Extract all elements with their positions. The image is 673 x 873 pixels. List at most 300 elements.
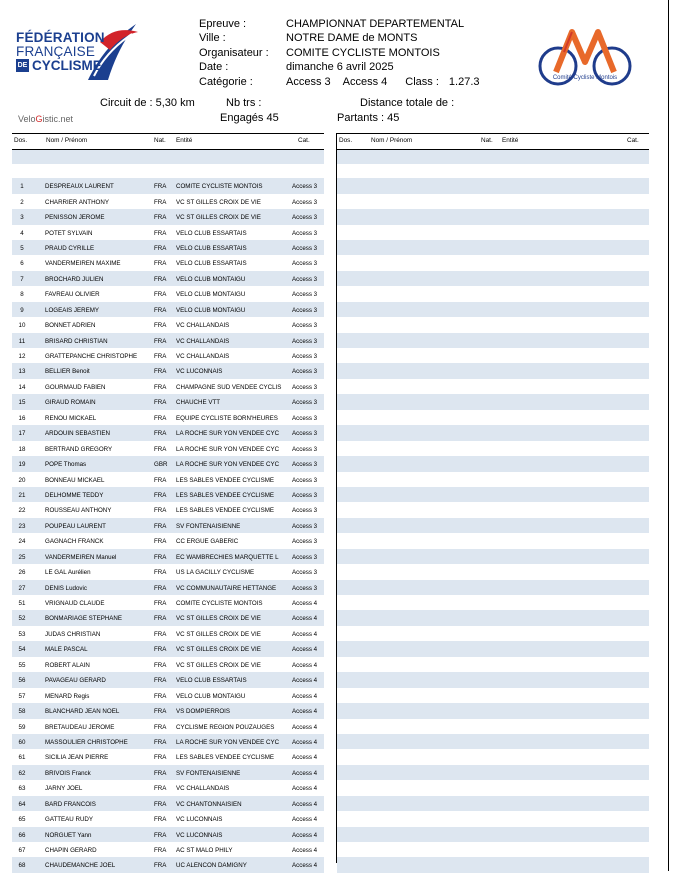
table-row xyxy=(12,518,324,533)
rider-name: DENIS Ludovic xyxy=(45,584,87,592)
rider-category: Access 3 xyxy=(292,322,318,330)
rider-nationality: GBR xyxy=(154,461,168,469)
rider-name: GRATTEPANCHE CHRISTOPHE xyxy=(45,353,138,360)
rider-team: VELO CLUB MONTAIGU xyxy=(176,291,246,299)
rider-nationality: FRA xyxy=(154,183,167,191)
rider-team: COMITE CYCLISTE MONTOIS xyxy=(176,183,263,191)
rider-category: Access 4 xyxy=(292,630,318,638)
rider-name: ROBERT ALAIN xyxy=(45,661,90,669)
rider-nationality: FRA xyxy=(154,600,167,607)
table-row xyxy=(12,255,324,270)
rider-name: BLANCHARD JEAN NOEL xyxy=(45,708,120,716)
rider-number: 14 xyxy=(18,383,26,391)
rider-team: VELO CLUB ESSARTAIS xyxy=(176,677,247,685)
empty-row xyxy=(337,209,649,224)
rider-number: 4 xyxy=(20,229,24,237)
class-label: Class : xyxy=(405,75,439,88)
rider-team: VELO CLUB ESSARTAIS xyxy=(176,229,247,237)
table-row xyxy=(12,626,324,641)
ffc-logo-line1: FÉDÉRATION xyxy=(16,30,105,45)
registered-count: Engagés 45 xyxy=(220,112,279,124)
rider-team: VC ST GILLES CROIX DE VIE xyxy=(176,630,261,638)
table-row xyxy=(12,734,324,749)
rider-name: VANDERMEIREN MAXIME xyxy=(45,260,121,268)
rider-team: VELO CLUB ESSARTAIS xyxy=(176,244,247,252)
rider-team: SV FONTENAISIENNE xyxy=(176,522,241,530)
rider-category: Access 4 xyxy=(292,661,318,669)
rider-team: CHAUCHE VTT xyxy=(176,399,221,407)
empty-row xyxy=(337,410,649,425)
table-row xyxy=(12,780,324,795)
col-entity: Entité xyxy=(176,137,193,144)
ccm-logo-icon xyxy=(534,22,636,88)
rider-category: Access 3 xyxy=(292,553,318,561)
rider-category: Access 4 xyxy=(292,708,318,716)
rider-number: 51 xyxy=(18,600,26,607)
rider-team: CYCLISME REGION POUZAUGES xyxy=(176,723,275,731)
rider-team: VC CHALLANDAIS xyxy=(176,337,230,345)
rider-number: 8 xyxy=(20,291,24,299)
rider-category: Access 3 xyxy=(292,491,318,499)
rider-category: Access 3 xyxy=(292,569,318,577)
rider-name: SICILIA JEAN PIERRE xyxy=(45,754,109,762)
rider-name: BERTRAND GREGORY xyxy=(45,445,113,453)
rider-category: Access 4 xyxy=(292,785,318,793)
table-row xyxy=(12,811,324,826)
rider-category: Access 4 xyxy=(292,769,318,777)
rider-nationality: FRA xyxy=(154,522,167,530)
rider-number: 19 xyxy=(18,461,26,469)
rider-name: BELLIER Benoit xyxy=(45,368,90,376)
rider-nationality: FRA xyxy=(154,198,167,206)
rider-category: Access 4 xyxy=(292,847,318,854)
circuit-length: Circuit de : 5,30 km xyxy=(100,97,195,109)
rider-team: EQUIPE CYCLISTE BORN'HEURES xyxy=(176,414,278,422)
rider-name: BRISARD CHRISTIAN xyxy=(45,337,108,345)
rider-number: 3 xyxy=(20,214,24,222)
rider-team: VELO CLUB MONTAIGU xyxy=(176,306,246,314)
rider-team: AC ST MALO PHILY xyxy=(176,847,233,854)
rider-category: Access 3 xyxy=(292,353,318,360)
ccm-logo-text: Comité Cycliste Montois xyxy=(552,75,618,81)
rider-nationality: FRA xyxy=(154,800,167,808)
table-row xyxy=(12,333,324,348)
rider-number: 6 xyxy=(20,260,24,268)
ccm-logo xyxy=(534,22,636,88)
table-row xyxy=(12,749,324,764)
rider-team: UC ALENCON DAMIGNY xyxy=(176,862,247,870)
rider-name: CHAPIN GERARD xyxy=(45,847,97,854)
empty-row xyxy=(337,827,649,842)
rider-team: CHAMPAGNE SUD VENDEE CYCLIS xyxy=(176,383,282,391)
table-row xyxy=(12,379,324,394)
rider-nationality: FRA xyxy=(154,306,167,314)
table-row xyxy=(12,533,324,548)
rider-number: 61 xyxy=(18,754,26,762)
table-row xyxy=(12,225,324,240)
empty-row xyxy=(337,549,649,564)
rider-number: 54 xyxy=(18,646,26,654)
rider-team: VC CHALLANDAIS xyxy=(176,322,230,330)
rider-category: Access 3 xyxy=(292,337,318,345)
table-row xyxy=(12,595,324,610)
rider-nationality: FRA xyxy=(154,491,167,499)
label-organisateur: Organisateur : xyxy=(199,46,269,59)
rider-number: 1 xyxy=(20,183,24,191)
table-row xyxy=(12,209,324,224)
rider-nationality: FRA xyxy=(154,476,167,484)
empty-row xyxy=(337,502,649,517)
rider-nationality: FRA xyxy=(154,538,167,546)
rider-nationality: FRA xyxy=(154,723,167,731)
empty-row xyxy=(337,255,649,270)
event-city: NOTRE DAME de MONTS xyxy=(286,32,418,45)
empty-row xyxy=(337,178,649,193)
rider-nationality: FRA xyxy=(154,214,167,222)
rider-name: BRIVOIS Franck xyxy=(45,769,91,777)
empty-row xyxy=(337,564,649,579)
rider-number: 7 xyxy=(20,275,24,283)
rider-number: 2 xyxy=(20,198,24,206)
empty-row xyxy=(337,672,649,687)
rider-category: Access 4 xyxy=(292,646,318,654)
rider-number: 26 xyxy=(18,569,26,577)
rider-nationality: FRA xyxy=(154,353,167,360)
rider-nationality: FRA xyxy=(154,291,167,299)
rider-team: LES SABLES VENDEE CYCLISME xyxy=(176,491,275,499)
table-row xyxy=(12,425,324,440)
empty-row xyxy=(337,348,649,363)
rider-nationality: FRA xyxy=(154,862,167,870)
rider-number: 25 xyxy=(18,553,26,561)
empty-row xyxy=(337,842,649,857)
class-value: 1.27.3 xyxy=(448,75,480,88)
rider-team: LA ROCHE SUR YON VENDEE CYC xyxy=(176,445,280,453)
table-row xyxy=(12,487,324,502)
rider-name: MALE PASCAL xyxy=(45,646,88,654)
rider-team: VC ST GILLES CROIX DE VIE xyxy=(176,198,261,206)
rider-team: VC ST GILLES CROIX DE VIE xyxy=(176,646,261,654)
rider-number: 66 xyxy=(18,831,26,839)
rider-category: Access 3 xyxy=(292,306,318,314)
rider-team: VC COMMUNAUTAIRE HETTANGE xyxy=(176,584,277,592)
rider-nationality: FRA xyxy=(154,507,167,515)
event-name: CHAMPIONNAT DEPARTEMENTAL xyxy=(286,18,465,30)
col-nat: Nat. xyxy=(154,137,166,144)
rider-name: LE GAL Aurélien xyxy=(45,569,91,577)
rider-category: Access 4 xyxy=(292,754,318,762)
rider-category: Access 3 xyxy=(292,476,318,484)
event-date: dimanche 6 avril 2025 xyxy=(286,61,394,74)
table-row xyxy=(12,472,324,487)
rider-team: LA ROCHE SUR YON VENDEE CYC xyxy=(176,430,280,438)
rider-number: 17 xyxy=(18,430,26,438)
rows-right xyxy=(337,178,649,873)
rider-team: LA ROCHE SUR YON VENDEE CYC xyxy=(176,738,280,746)
table-header-right xyxy=(337,133,649,150)
rider-category: Access 4 xyxy=(292,831,318,839)
starters-count: Partants : 45 xyxy=(337,112,400,124)
rider-nationality: FRA xyxy=(154,244,167,252)
rider-nationality: FRA xyxy=(154,831,167,839)
rider-nationality: FRA xyxy=(154,754,167,762)
empty-row xyxy=(337,302,649,317)
rider-nationality: FRA xyxy=(154,785,167,793)
table-row xyxy=(12,580,324,595)
rider-name: POTET SYLVAIN xyxy=(45,229,93,237)
empty-row xyxy=(337,688,649,703)
empty-row xyxy=(337,518,649,533)
empty-row xyxy=(337,796,649,811)
rider-name: BONNET ADRIEN xyxy=(45,322,96,330)
rider-team: VC CHANTONNAISIEN xyxy=(176,800,242,808)
rider-name: VANDERMEIREN Manuel xyxy=(45,553,117,561)
table-row xyxy=(12,610,324,625)
empty-row xyxy=(337,472,649,487)
rider-number: 18 xyxy=(18,445,26,453)
rider-number: 22 xyxy=(18,507,26,515)
rider-nationality: FRA xyxy=(154,630,167,638)
label-categorie: Catégorie : xyxy=(199,75,253,88)
empty-row xyxy=(337,780,649,795)
col-cat: Cat. xyxy=(298,137,310,144)
rider-category: Access 3 xyxy=(292,522,318,530)
rider-name: MENARD Regis xyxy=(45,692,90,700)
table-row xyxy=(12,441,324,456)
rider-category: Access 3 xyxy=(292,507,318,515)
ffc-logo-line3: CYCLISME xyxy=(32,58,102,73)
rider-number: 57 xyxy=(18,692,26,700)
rider-category: Access 4 xyxy=(292,816,318,824)
rider-category: Access 3 xyxy=(292,260,318,268)
table-row xyxy=(12,549,324,564)
empty-row xyxy=(337,765,649,780)
table-row xyxy=(12,703,324,718)
empty-row xyxy=(337,580,649,595)
table-row xyxy=(12,178,324,193)
empty-row xyxy=(337,317,649,332)
col-nat: Nat. xyxy=(481,137,493,144)
rider-nationality: FRA xyxy=(154,769,167,777)
rider-team: VELO CLUB ESSARTAIS xyxy=(176,260,247,268)
rider-category: Access 3 xyxy=(292,368,318,376)
rider-number: 27 xyxy=(18,584,26,592)
empty-row xyxy=(337,456,649,471)
empty-row xyxy=(337,225,649,240)
rider-category: Access 3 xyxy=(292,414,318,422)
empty-row xyxy=(337,271,649,286)
rider-name: VRIGNAUD CLAUDE xyxy=(45,600,105,607)
empty-row xyxy=(337,641,649,656)
rider-name: LOGEAIS JEREMY xyxy=(45,306,99,314)
empty-row xyxy=(337,734,649,749)
category-1: Access 3 xyxy=(286,75,331,88)
rider-number: 53 xyxy=(18,630,26,638)
rider-name: BRETAUDEAU JEROME xyxy=(45,723,115,731)
rider-name: RENOU MICKAEL xyxy=(45,414,97,422)
rider-number: 62 xyxy=(18,769,26,777)
rider-team: LA ROCHE SUR YON VENDEE CYC xyxy=(176,461,280,469)
empty-row xyxy=(337,703,649,718)
rider-number: 15 xyxy=(18,399,26,407)
event-info-labels xyxy=(199,17,269,89)
rider-number: 16 xyxy=(18,414,26,422)
rider-number: 9 xyxy=(20,306,24,314)
rider-category: Access 3 xyxy=(292,383,318,391)
empty-row xyxy=(337,610,649,625)
empty-row xyxy=(337,533,649,548)
rider-nationality: FRA xyxy=(154,383,167,391)
table-row xyxy=(12,317,324,332)
rider-team: VC LUCONNAIS xyxy=(176,368,223,376)
rider-number: 24 xyxy=(18,538,26,546)
rider-name: DESPREAUX LAURENT xyxy=(45,183,114,191)
rider-team: EC WAMBRECHIES MARQUETTE L xyxy=(176,553,279,561)
event-categories xyxy=(286,75,492,89)
laps-count: Nb trs : xyxy=(226,97,262,109)
empty-row xyxy=(337,194,649,209)
rider-nationality: FRA xyxy=(154,260,167,268)
rider-number: 21 xyxy=(18,491,26,499)
rider-team: VC LUCONNAIS xyxy=(176,816,223,824)
empty-row xyxy=(337,286,649,301)
rider-number: 12 xyxy=(18,353,26,360)
rider-nationality: FRA xyxy=(154,816,167,824)
rider-name: CHAUDEMANCHE JOEL xyxy=(45,862,116,870)
rider-nationality: FRA xyxy=(154,677,167,685)
rider-category: Access 3 xyxy=(292,584,318,592)
rider-number: 13 xyxy=(18,368,26,376)
empty-row xyxy=(337,394,649,409)
rider-name: NORGUET Yann xyxy=(45,831,92,839)
rider-name: MASSOULIER CHRISTOPHE xyxy=(45,738,128,746)
table-row xyxy=(12,240,324,255)
rider-nationality: FRA xyxy=(154,445,167,453)
rider-category: Access 3 xyxy=(292,275,318,283)
rider-team: COMITE CYCLISTE MONTOIS xyxy=(176,600,263,607)
rider-category: Access 3 xyxy=(292,461,318,469)
rows-left xyxy=(12,178,324,873)
spacer-row xyxy=(12,164,324,178)
category-2: Access 4 xyxy=(342,75,388,88)
rider-number: 55 xyxy=(18,661,26,669)
rider-name: BONNEAU MICKAEL xyxy=(45,476,105,484)
rider-category: Access 4 xyxy=(292,692,318,700)
event-info-values xyxy=(286,17,492,89)
table-row xyxy=(12,842,324,857)
rider-name: GAGNACH FRANCK xyxy=(45,538,104,546)
rider-category: Access 3 xyxy=(292,198,318,206)
rider-nationality: FRA xyxy=(154,692,167,700)
label-epreuve: Epreuve : xyxy=(199,18,247,30)
rider-nationality: FRA xyxy=(154,661,167,669)
table-row xyxy=(12,394,324,409)
empty-row xyxy=(337,333,649,348)
col-dos: Dos. xyxy=(14,137,28,144)
empty-row xyxy=(337,595,649,610)
spacer-row xyxy=(337,164,649,178)
rider-team: US LA GACILLY CYCLISME xyxy=(176,569,255,577)
rider-name: BARD FRANCOIS xyxy=(45,800,96,808)
rider-category: Access 3 xyxy=(292,399,318,407)
rider-team: LES SABLES VENDEE CYCLISME xyxy=(176,754,275,762)
rider-nationality: FRA xyxy=(154,430,167,438)
rider-category: Access 4 xyxy=(292,677,318,685)
rider-team: VC LUCONNAIS xyxy=(176,831,223,839)
rider-name: GOURMAUD FABIEN xyxy=(45,383,106,391)
empty-row xyxy=(337,719,649,734)
rider-category: Access 3 xyxy=(292,244,318,252)
rider-number: 58 xyxy=(18,708,26,716)
rider-team: VELO CLUB MONTAIGU xyxy=(176,692,246,700)
rider-nationality: FRA xyxy=(154,569,167,577)
table-row xyxy=(12,796,324,811)
table-row xyxy=(12,564,324,579)
empty-row xyxy=(337,379,649,394)
rider-category: Access 4 xyxy=(292,723,318,731)
spacer-row xyxy=(12,150,324,164)
rider-category: Access 3 xyxy=(292,229,318,237)
table-row xyxy=(12,641,324,656)
rider-number: 65 xyxy=(18,816,26,824)
rider-team: VC ST GILLES CROIX DE VIE xyxy=(176,214,261,222)
rider-number: 20 xyxy=(18,476,26,484)
table-row xyxy=(12,765,324,780)
rider-number: 5 xyxy=(20,244,24,252)
rider-nationality: FRA xyxy=(154,275,167,283)
rider-nationality: FRA xyxy=(154,337,167,345)
empty-row xyxy=(337,626,649,641)
empty-row xyxy=(337,240,649,255)
total-distance: Distance totale de : xyxy=(360,97,455,109)
rider-name: JUDAS CHRISTIAN xyxy=(45,630,101,638)
rider-number: 64 xyxy=(18,800,26,808)
table-row xyxy=(12,348,324,363)
rider-category: Access 4 xyxy=(292,800,318,808)
rider-name: PENISSON JEROME xyxy=(45,214,105,222)
rider-category: Access 3 xyxy=(292,538,318,546)
rider-team: LES SABLES VENDEE CYCLISME xyxy=(176,476,275,484)
rider-name: FAVREAU OLIVIER xyxy=(45,291,100,299)
table-row xyxy=(12,410,324,425)
rider-name: PAVAGEAU GERARD xyxy=(45,677,106,685)
rider-team: LES SABLES VENDEE CYCLISME xyxy=(176,507,275,515)
rider-name: GATTEAU RUDY xyxy=(45,816,94,824)
rider-name: ROUSSEAU ANTHONY xyxy=(45,507,112,515)
col-name: Nom / Prénom xyxy=(46,137,88,144)
riders-table-left xyxy=(12,133,324,873)
table-row xyxy=(12,302,324,317)
rider-nationality: FRA xyxy=(154,646,167,654)
rider-number: 11 xyxy=(18,337,26,345)
rider-name: GIRAUD ROMAIN xyxy=(45,399,96,407)
rider-team: VC ST GILLES CROIX DE VIE xyxy=(176,661,261,669)
table-row xyxy=(12,688,324,703)
rider-name: PRAUD CYRILLE xyxy=(45,244,95,252)
label-ville: Ville : xyxy=(199,32,226,45)
empty-row xyxy=(337,441,649,456)
table-row xyxy=(12,271,324,286)
page-right-border xyxy=(668,0,669,871)
rider-name: JARNY JOEL xyxy=(45,785,83,793)
ffc-logo xyxy=(10,20,138,82)
rider-number: 60 xyxy=(18,738,26,746)
table-row xyxy=(12,827,324,842)
rider-nationality: FRA xyxy=(154,229,167,237)
table-row xyxy=(12,719,324,734)
table-row xyxy=(12,286,324,301)
table-row xyxy=(12,657,324,672)
